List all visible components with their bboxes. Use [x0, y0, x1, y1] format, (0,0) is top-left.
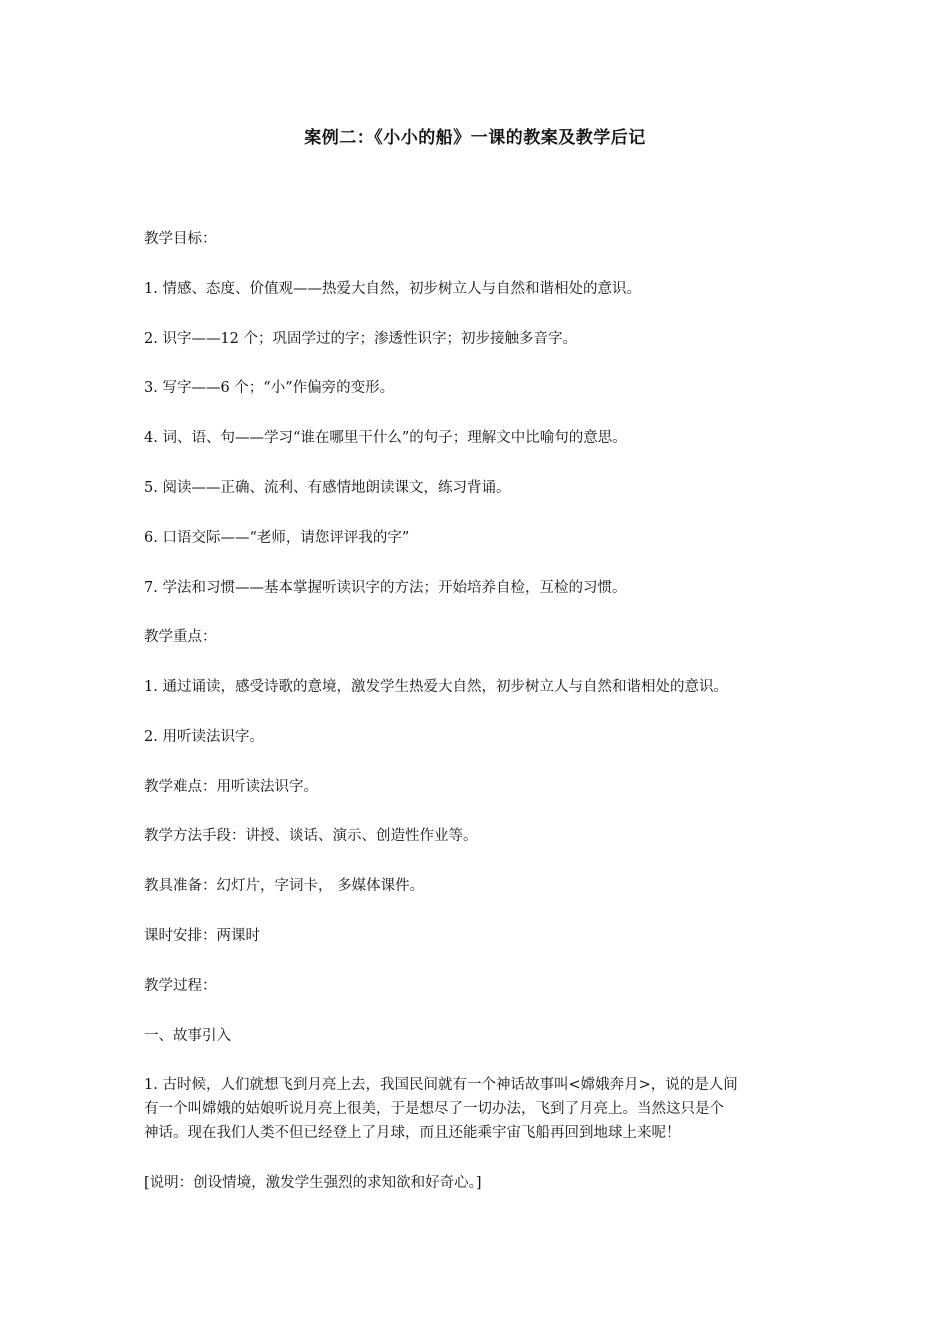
- objective-item-3: 3. 写字——6 个；“小”作偏旁的变形。: [144, 380, 395, 396]
- story-line: 1. 古时候，人们就想飞到月亮上去，我国民间就有一个神话故事叫<嫦娥奔月>，说的是人间: [144, 1077, 738, 1093]
- materials-line: 教具准备：幻灯片，字词卡， 多媒体课件。: [144, 878, 425, 894]
- objective-item-4: 4. 词、语、句——学习“谁在哪里干什么”的句子；理解文中比喻句的意思。: [144, 430, 627, 446]
- objective-item-6: 6. 口语交际——“老师，请您评评我的字”: [144, 530, 410, 546]
- subsection-heading-story: 一、故事引入: [144, 1028, 231, 1044]
- section-heading-objectives: 教学目标：: [144, 231, 217, 247]
- schedule-line: 课时安排：两课时: [144, 928, 260, 944]
- story-line: 神话。现在我们人类不但已经登上了月球，而且还能乘宇宙飞船再回到地球上来呢！: [144, 1125, 681, 1141]
- objective-item-5: 5. 阅读——正确、流利、有感情地朗读课文，练习背诵。: [144, 480, 511, 496]
- story-paragraph: [144, 1073, 812, 1145]
- section-heading-process: 教学过程：: [144, 978, 217, 994]
- objective-item-7: 7. 学法和习惯——基本掌握听读识字的方法；开始培养自检，互检的习惯。: [144, 580, 627, 596]
- methods-line: 教学方法手段：讲授、谈话、演示、创造性作业等。: [144, 828, 478, 844]
- note-line: [说明：创设情境，激发学生强烈的求知欲和好奇心。]: [144, 1175, 482, 1191]
- difficulty-line: 教学难点：用听读法识字。: [144, 779, 318, 795]
- story-line: 有一个叫嫦娥的姑娘听说月亮上很美，于是想尽了一切办法，飞到了月亮上。当然这只是个: [144, 1101, 724, 1117]
- key-point-item-2: 2. 用听读法识字。: [144, 729, 264, 745]
- objective-item-1: 1. 情感、态度、价值观——热爱大自然，初步树立人与自然和谐相处的意识。: [144, 281, 641, 297]
- key-point-item-1: 1. 通过诵读，感受诗歌的意境，激发学生热爱大自然，初步树立人与自然和谐相处的意识。: [144, 679, 728, 695]
- objective-item-2: 2. 识字——12 个；巩固学过的字；渗透性识字；初步接触多音字。: [144, 331, 578, 347]
- document-title: 案例二：《小小的船》一课的教案及教学后记: [304, 128, 646, 148]
- section-heading-key-points: 教学重点：: [144, 629, 217, 645]
